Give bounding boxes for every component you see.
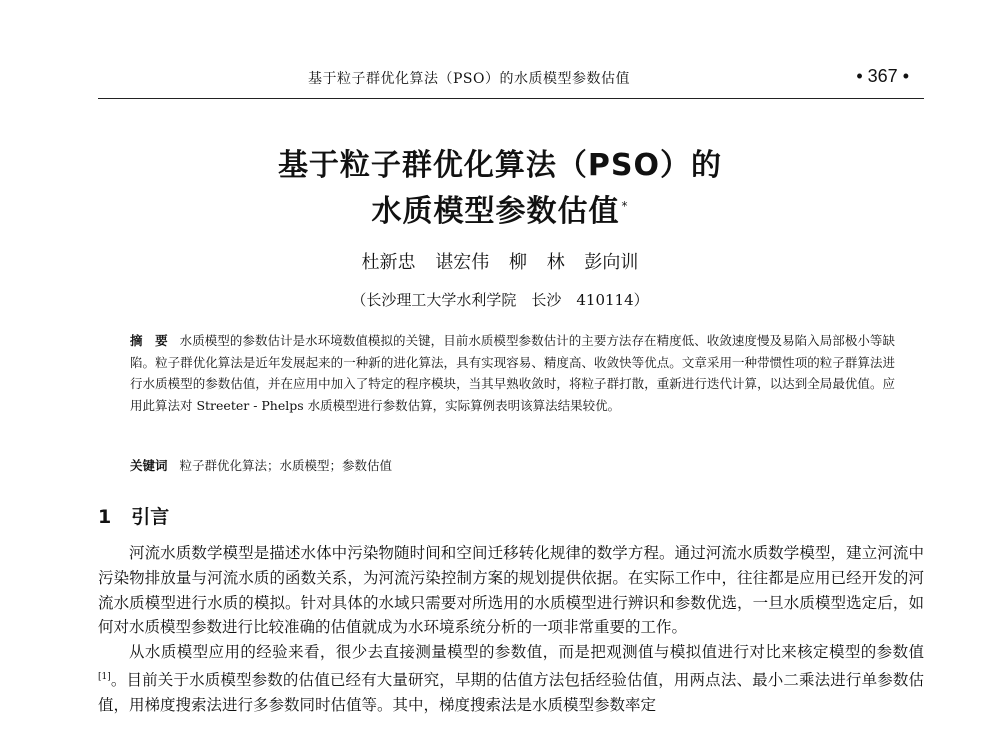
abstract — [130, 330, 895, 416]
paper-title-line-2 — [0, 186, 1000, 230]
body-text — [98, 541, 924, 718]
abstract-text: 水质模型的参数估计是水环境数值模拟的关键，目前水质模型参数估计的主要方法存在精度低、收敛速度慢及易陷入局部极小等缺陷。粒子群优化算法是近年发展起来的一种新的进化算法，具有实现容易、精度高、收敛快等优点。文章采用一种带惯性项的粒子群算法进行水质模型的参数估值，并在应用中加入了特定的程序模块，当其早熟收敛时，将粒子群打散，重新进行迭代计算，以达到全局最优值。应用此算法对 Streeter - Phelps 水质模型进行参数估算，实际算例表明该算法结果较优。 — [130, 333, 895, 413]
citation-ref: [1] — [98, 671, 111, 682]
keywords-text: 粒子群优化算法；水质模型；参数估值 — [179, 458, 393, 473]
abstract-label: 摘 要 — [130, 333, 168, 348]
running-title: 基于粒子群优化算法（PSO）的水质模型参数估值 — [308, 71, 630, 87]
keywords-label: 关键词 — [130, 458, 168, 473]
body-paragraph-2-part-2: 。目前关于水质模型参数的估值已经有大量研究，早期的估值方法包括经验估值，用两点法、最小二乘法进行单参数估值，用梯度搜索法进行多参数同时估值等。其中，梯度搜索法是水质模型参数率定 — [98, 671, 924, 714]
section-number: 1 — [98, 506, 112, 528]
page-number: • 367 • — [856, 66, 909, 86]
title-footnote-mark: * — [621, 199, 629, 213]
body-paragraph-2 — [98, 640, 924, 718]
body-paragraph-2-part-1: 从水质模型应用的经验来看，很少去直接测量模型的参数值，而是把观测值与模拟值进行对比来核定模型的参数值 — [129, 643, 924, 662]
keywords — [130, 456, 895, 476]
paper-title-line-2-text: 水质模型参数估值 — [371, 194, 620, 229]
running-header — [98, 66, 923, 92]
section-title: 引言 — [131, 506, 170, 528]
paper-title-line-1-text: 基于粒子群优化算法（PSO）的 — [277, 148, 723, 183]
header-rule — [98, 98, 924, 99]
paper-title-line-1 — [0, 140, 1000, 184]
affiliation: （长沙理工大学水利学院 长沙 410114） — [351, 291, 649, 309]
author-list: 杜新忠 谌宏伟 柳 林 彭向训 — [361, 252, 639, 273]
body-paragraph-1: 河流水质数学模型是描述水体中污染物随时间和空间迁移转化规律的数学方程。通过河流水质数学模型，建立河流中污染物排放量与河流水质的函数关系，为河流污染控制方案的规划提供依据。在实际工作中，往往都是应用已经开发的河流水质模型进行水质的模拟。针对具体的水域只需要对所选用的水质模型进行辨识和参数优选，一旦水质模型选定后，如何对水质模型参数进行比较准确的估值就成为水环境系统分析的一项非常重要的工作。 — [98, 544, 924, 637]
section-heading — [98, 502, 169, 529]
